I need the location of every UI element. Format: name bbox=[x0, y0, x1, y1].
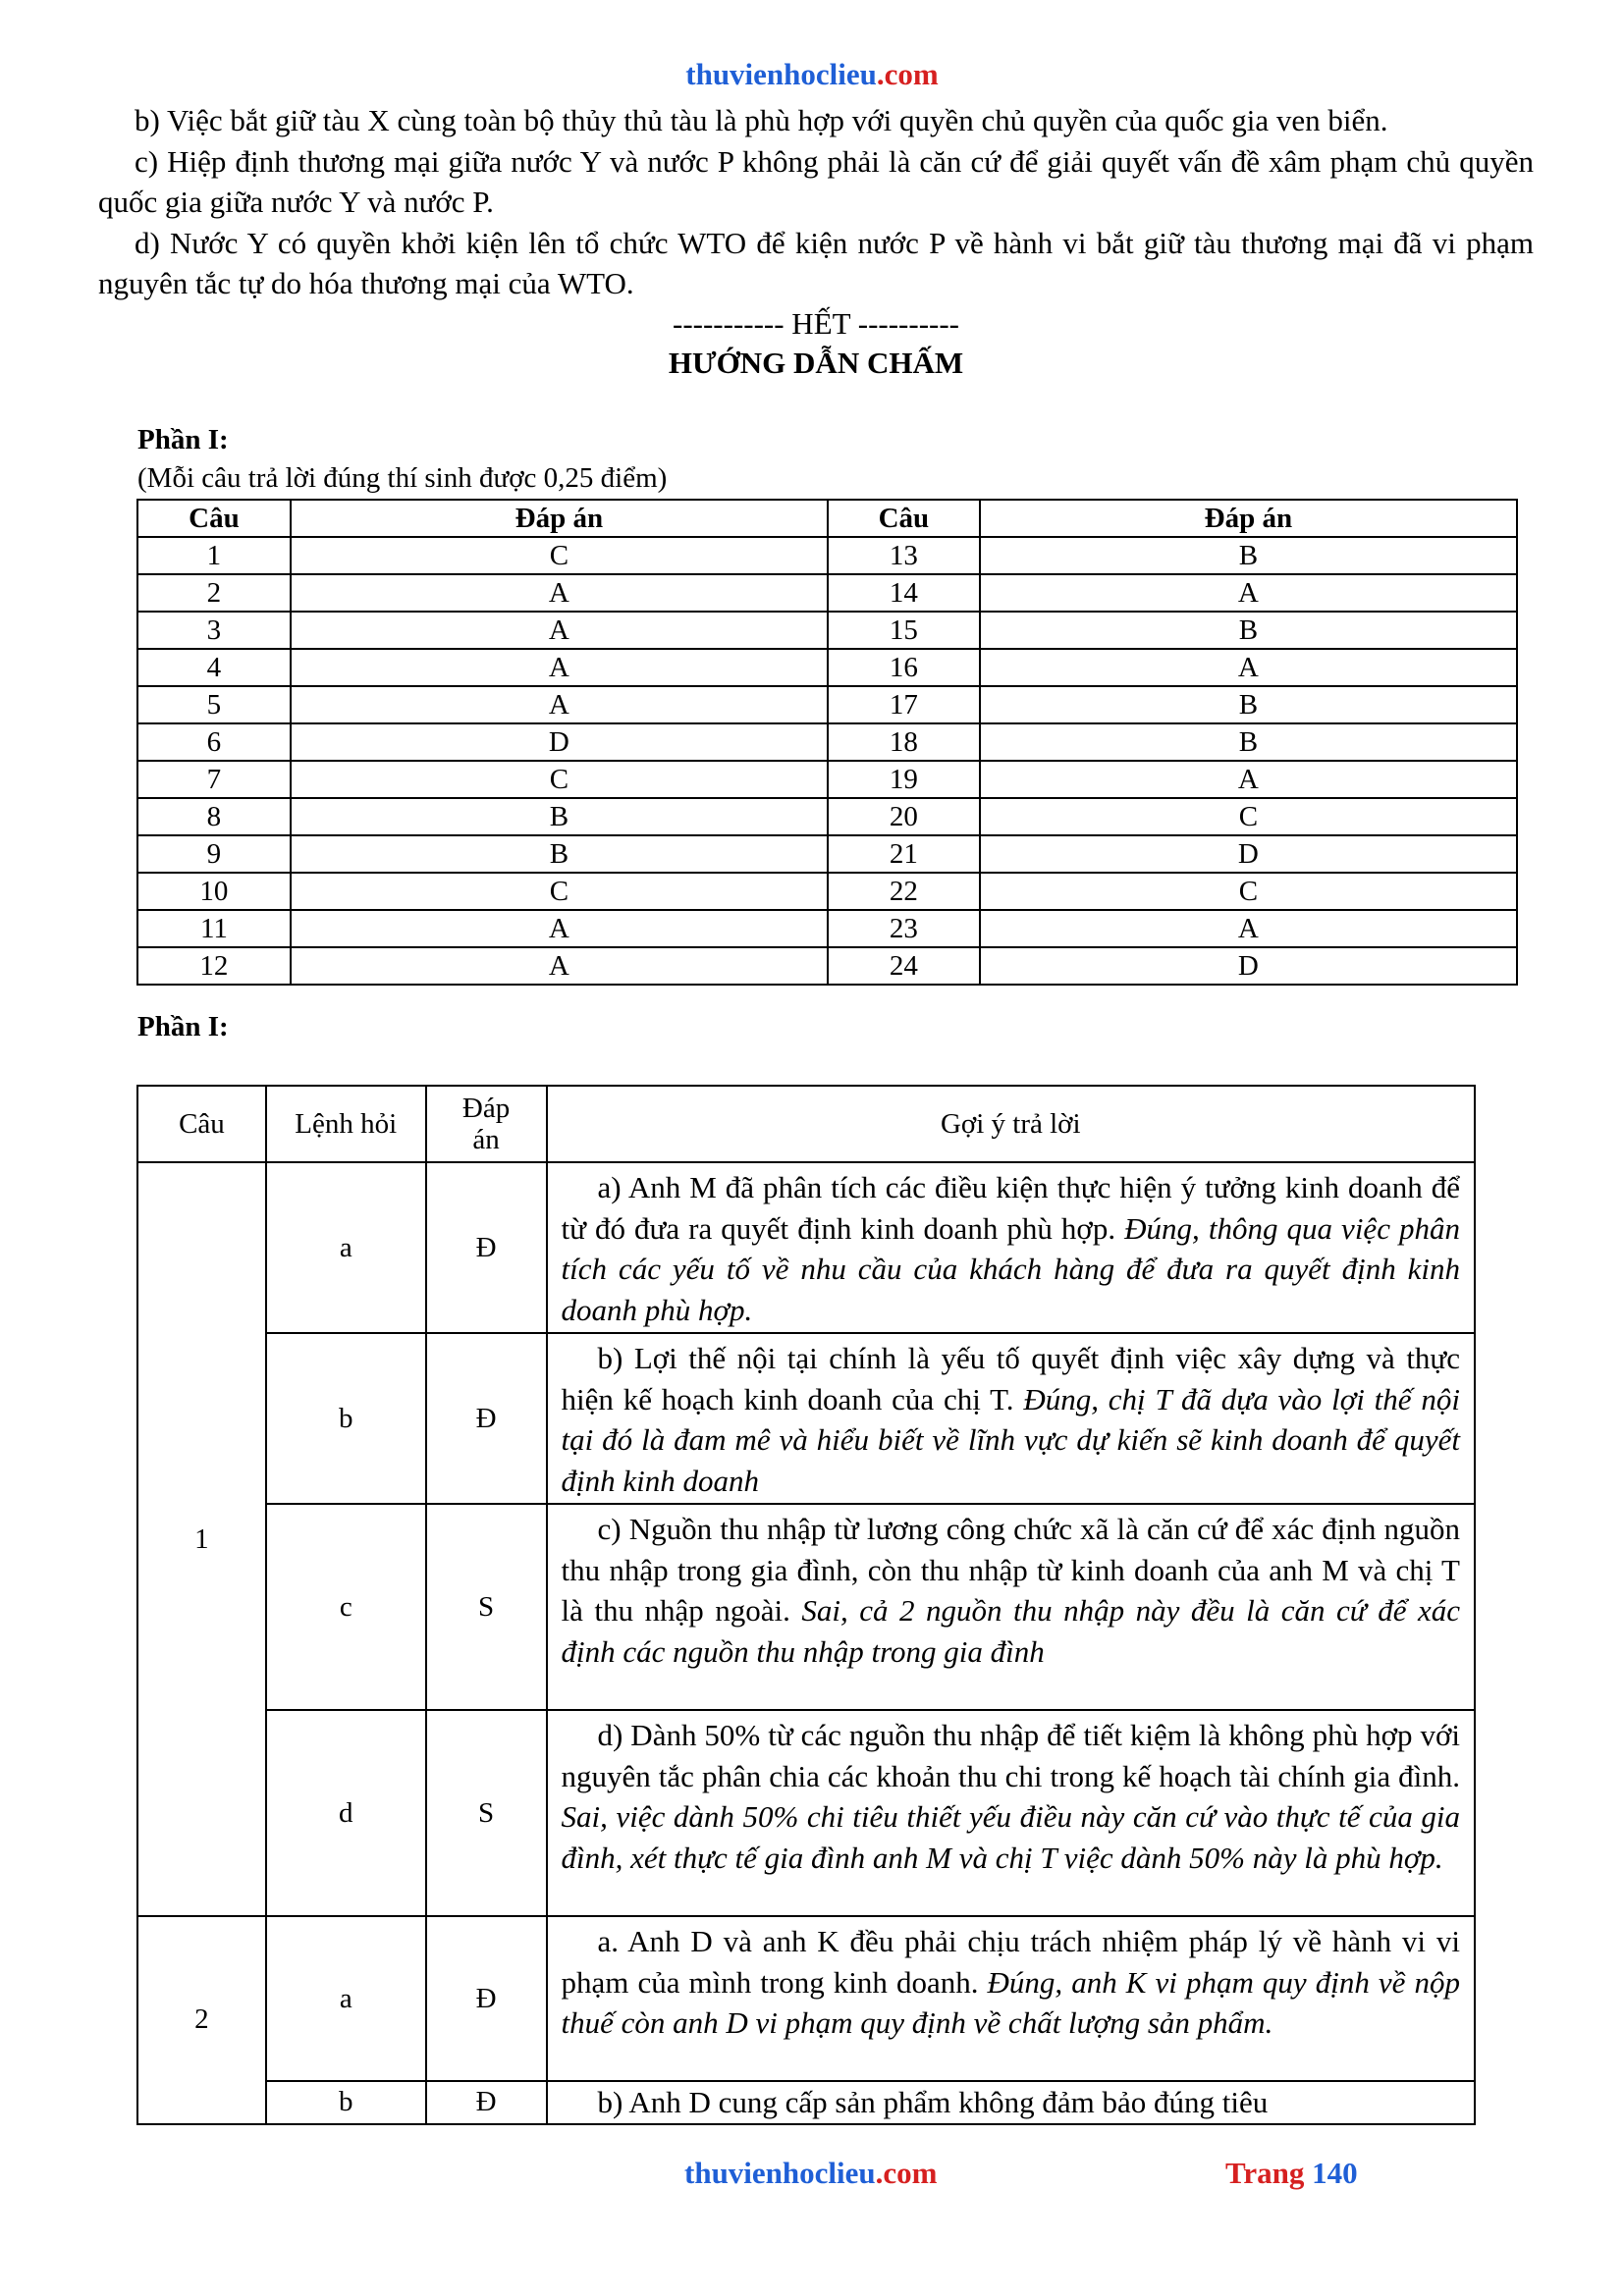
cell-answer: S bbox=[426, 1710, 547, 1916]
cell-answer: A bbox=[291, 574, 828, 612]
cell-answer: C bbox=[291, 761, 828, 798]
col-header-answer: Đáp án bbox=[426, 1086, 547, 1162]
table-row bbox=[137, 910, 1517, 947]
statement-c: c) Hiệp định thương mại giữa nước Y và nước P không phải là căn cứ để giải quyết vấn đề xâm phạm chủ quyền quốc gia giữa nước Y và nước P. bbox=[98, 143, 1534, 219]
cell-command: a bbox=[266, 1162, 426, 1333]
cell-answer: A bbox=[291, 612, 828, 649]
page-number: Trang 140 bbox=[1225, 2156, 1358, 2190]
col-header-question: Câu bbox=[137, 500, 291, 537]
cell-answer: B bbox=[980, 723, 1517, 761]
statement-d: d) Nước Y có quyền khởi kiện lên tổ chức WTO để kiện nước P về hành vi bắt giữ tàu thương mại đã vi phạm nguyên tắc tự do hóa thương mại của WTO. bbox=[98, 225, 1534, 300]
cell-command: b bbox=[266, 1333, 426, 1504]
cell-command: b bbox=[266, 2081, 426, 2124]
table-row bbox=[137, 574, 1517, 612]
col-header-command: Lệnh hỏi bbox=[266, 1086, 426, 1162]
cell-question: 9 bbox=[137, 835, 291, 873]
cell-answer: D bbox=[291, 723, 828, 761]
site-header[interactable] bbox=[0, 57, 1624, 92]
cell-answer: C bbox=[291, 537, 828, 574]
cell-question: 2 bbox=[137, 574, 291, 612]
cell-answer: A bbox=[291, 947, 828, 985]
cell-question: 3 bbox=[137, 612, 291, 649]
cell-question: 24 bbox=[828, 947, 980, 985]
cell-question: 5 bbox=[137, 686, 291, 723]
table-row bbox=[137, 1916, 1475, 2081]
cell-question: 1 bbox=[137, 537, 291, 574]
footer-site-link[interactable]: thuvienhoclieu.com bbox=[684, 2156, 938, 2190]
cell-question: 22 bbox=[828, 873, 980, 910]
cell-answer: B bbox=[980, 612, 1517, 649]
question-continuation bbox=[98, 100, 1534, 383]
table-row bbox=[137, 649, 1517, 686]
cell-question: 14 bbox=[828, 574, 980, 612]
cell-command: c bbox=[266, 1504, 426, 1710]
cell-question: 20 bbox=[828, 798, 980, 835]
col-header-question: Câu bbox=[828, 500, 980, 537]
cell-command: d bbox=[266, 1710, 426, 1916]
cell-answer: A bbox=[291, 686, 828, 723]
cell-answer: D bbox=[980, 947, 1517, 985]
part1-note: (Mỗi câu trả lời đúng thí sinh được 0,25 điểm) bbox=[137, 462, 668, 494]
table-row bbox=[137, 686, 1517, 723]
col-header-answer: Đáp án bbox=[291, 500, 828, 537]
cell-hint: a) Anh M đã phân tích các điều kiện thực hiện ý tưởng kinh doanh để từ đó đưa ra quyết định kinh doanh phù hợp. Đúng, thông qua việc phân tích các yếu tố về nhu cầu của khách hàng để đưa ra quyết định kinh doanh phù hợp. bbox=[547, 1162, 1475, 1333]
cell-question: 6 bbox=[137, 723, 291, 761]
table-row bbox=[137, 1333, 1475, 1504]
site-name: thuvienhoclieu bbox=[685, 57, 877, 91]
col-header-answer: Đáp án bbox=[980, 500, 1517, 537]
cell-question: 4 bbox=[137, 649, 291, 686]
cell-question: 7 bbox=[137, 761, 291, 798]
part1-label: Phần I: bbox=[137, 424, 229, 455]
table-row bbox=[137, 1710, 1475, 1916]
table-row bbox=[137, 761, 1517, 798]
table-row bbox=[137, 835, 1517, 873]
statement-b: b) Việc bắt giữ tàu X cùng toàn bộ thủy thủ tàu là phù hợp với quyền chủ quyền của quốc gia ven biển. bbox=[135, 103, 1388, 137]
cell-answer: D bbox=[980, 835, 1517, 873]
cell-answer: A bbox=[980, 910, 1517, 947]
cell-answer: B bbox=[291, 798, 828, 835]
site-tld: .com bbox=[876, 57, 939, 91]
table-row bbox=[137, 2081, 1475, 2124]
guide-header bbox=[137, 1086, 1475, 1162]
cell-question: 10 bbox=[137, 873, 291, 910]
table-row bbox=[137, 537, 1517, 574]
table-row bbox=[137, 612, 1517, 649]
cell-answer: C bbox=[291, 873, 828, 910]
table-row bbox=[137, 873, 1517, 910]
cell-hint: b) Lợi thế nội tại chính là yếu tố quyết định việc xây dựng và thực hiện kế hoạch kinh doanh của chị T. Đúng, chị T đã dựa vào lợi thế nội tại đó là đam mê và hiểu biết về lĩnh vực dự kiến sẽ kinh doanh để quyết định kinh doanh bbox=[547, 1333, 1475, 1504]
cell-question: 21 bbox=[828, 835, 980, 873]
cell-answer: Đ bbox=[426, 1916, 547, 2081]
cell-question: 19 bbox=[828, 761, 980, 798]
cell-answer: Đ bbox=[426, 1333, 547, 1504]
cell-answer: A bbox=[980, 574, 1517, 612]
cell-answer: A bbox=[291, 910, 828, 947]
table-row bbox=[137, 1162, 1475, 1333]
answer-key-table bbox=[136, 499, 1518, 986]
cell-hint: b) Anh D cung cấp sản phẩm không đảm bảo đúng tiêu bbox=[547, 2081, 1475, 2124]
cell-question-number: 1 bbox=[137, 1162, 266, 1916]
cell-question: 17 bbox=[828, 686, 980, 723]
cell-command: a bbox=[266, 1916, 426, 2081]
cell-question-number: 2 bbox=[137, 1916, 266, 2124]
guide-title: HƯỚNG DẪN CHẤM bbox=[668, 345, 964, 380]
table-row bbox=[137, 1504, 1475, 1710]
cell-answer: A bbox=[980, 649, 1517, 686]
cell-answer: B bbox=[980, 686, 1517, 723]
cell-hint: c) Nguồn thu nhập từ lương công chức xã là căn cứ để xác định nguồn thu nhập trong gia đình, còn thu nhập từ kinh doanh của anh M và chị T là thu nhập ngoài. Sai, cả 2 nguồn thu nhập này đều là căn cứ để xác định các nguồn thu nhập trong gia đình bbox=[547, 1504, 1475, 1710]
cell-answer: A bbox=[291, 649, 828, 686]
part2-label: Phần I: bbox=[137, 1011, 229, 1042]
answer-key-header bbox=[137, 500, 1517, 537]
cell-question: 18 bbox=[828, 723, 980, 761]
cell-question: 8 bbox=[137, 798, 291, 835]
cell-answer: C bbox=[980, 873, 1517, 910]
cell-hint: a. Anh D và anh K đều phải chịu trách nhiệm pháp lý về hành vi vi phạm của mình trong kinh doanh. Đúng, anh K vi phạm quy định về nộp thuế còn anh D vi phạm quy định về chất lượng sản phẩm. bbox=[547, 1916, 1475, 2081]
cell-answer: A bbox=[980, 761, 1517, 798]
cell-answer: S bbox=[426, 1504, 547, 1710]
cell-question: 16 bbox=[828, 649, 980, 686]
col-header-hint: Gợi ý trả lời bbox=[547, 1086, 1475, 1162]
cell-answer: C bbox=[980, 798, 1517, 835]
table-row bbox=[137, 798, 1517, 835]
cell-question: 12 bbox=[137, 947, 291, 985]
table-row bbox=[137, 723, 1517, 761]
grading-guide-table bbox=[136, 1085, 1476, 2125]
cell-question: 11 bbox=[137, 910, 291, 947]
cell-answer: Đ bbox=[426, 1162, 547, 1333]
cell-answer: B bbox=[291, 835, 828, 873]
cell-answer: Đ bbox=[426, 2081, 547, 2124]
cell-question: 13 bbox=[828, 537, 980, 574]
cell-question: 23 bbox=[828, 910, 980, 947]
table-row bbox=[137, 947, 1517, 985]
col-header-question: Câu bbox=[137, 1086, 266, 1162]
cell-answer: B bbox=[980, 537, 1517, 574]
end-marker: ----------- HẾT ---------- bbox=[673, 305, 959, 341]
cell-question: 15 bbox=[828, 612, 980, 649]
cell-hint: d) Dành 50% từ các nguồn thu nhập để tiết kiệm là không phù hợp với nguyên tắc phân chia các khoản thu chi trong kế hoạch tài chính gia đình. Sai, việc dành 50% chi tiêu thiết yếu điều này căn cứ vào thực tế của gia đình, xét thực tế gia đình anh M và chị T việc dành 50% này là phù hợp. bbox=[547, 1710, 1475, 1916]
